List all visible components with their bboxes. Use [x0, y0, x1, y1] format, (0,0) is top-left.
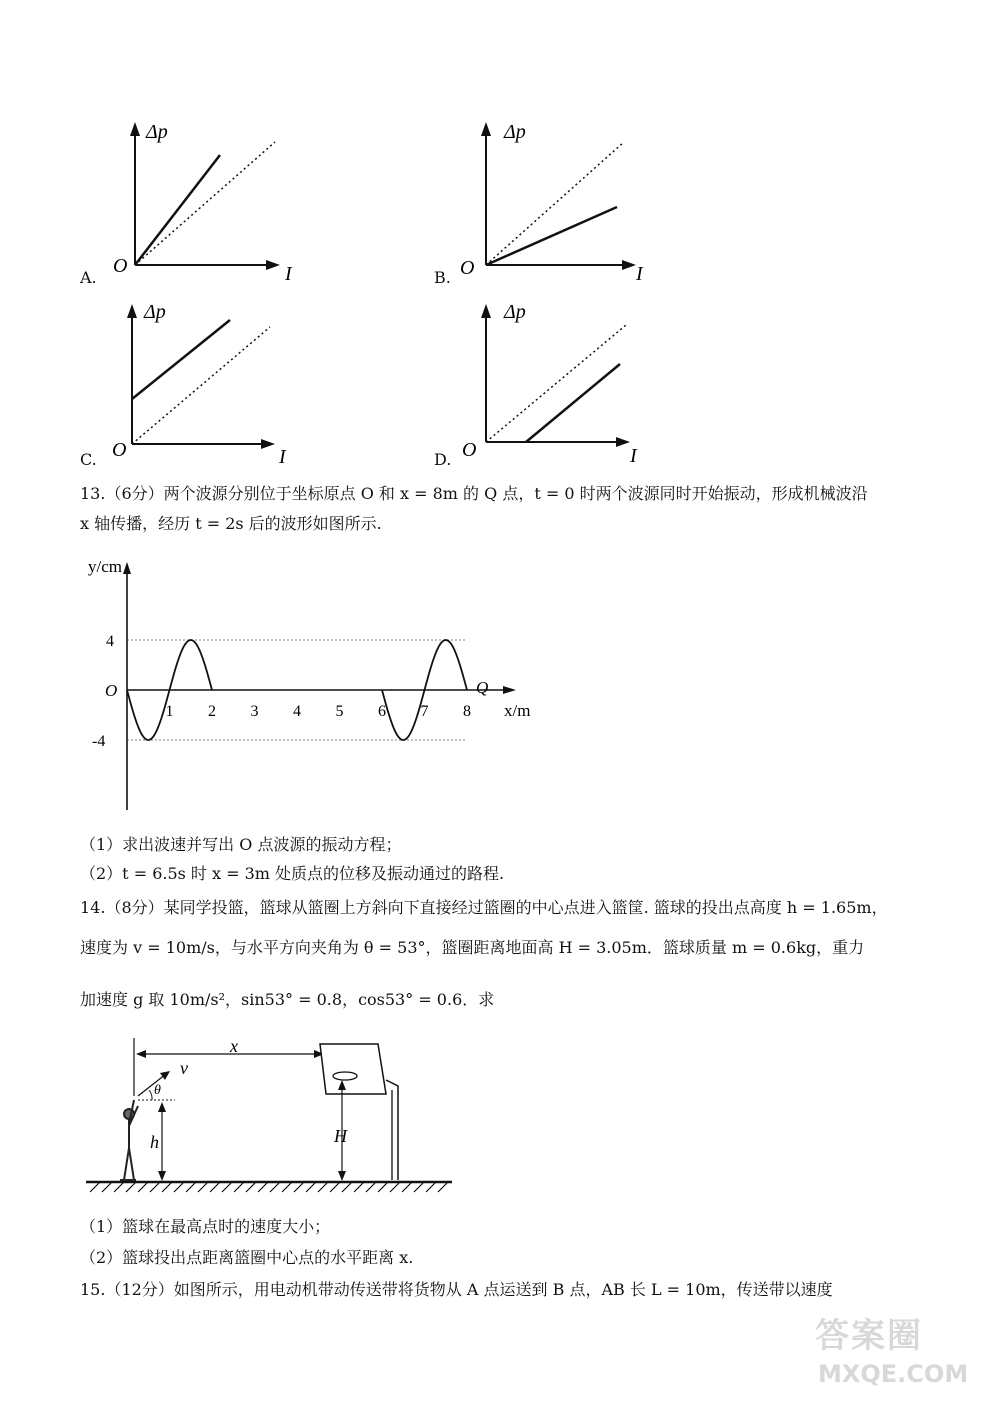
- option-label: B.: [434, 268, 451, 287]
- graph-b: [434, 110, 664, 290]
- player-figure: [120, 1100, 138, 1180]
- option-label: D.: [434, 450, 452, 469]
- q14-line3: 加速度 g 取 10m/s²，sin53° = 0.8，cos53° = 0.6．求: [80, 990, 495, 1009]
- x-tick-label: 1: [165, 703, 174, 720]
- x-axis-label: I: [279, 446, 286, 468]
- origin-label: O: [460, 257, 475, 279]
- q15-line1: 15.（12分）如图所示，用电动机带动传送带将货物从 A 点运送到 B 点，AB 长 L = 10m，传送带以速度: [80, 1280, 833, 1299]
- graph-a: [80, 110, 310, 290]
- v-label: v: [180, 1058, 188, 1078]
- h-label: h: [150, 1132, 159, 1152]
- q14-line1: 14.（8分）某同学投篮，篮球从篮圈上方斜向下直接经过篮圈的中心点进入篮筐. 篮球的投出点高度 h = 1.65m，: [80, 898, 888, 917]
- graph-d: [434, 292, 664, 472]
- x-axis-label: I: [630, 445, 637, 467]
- q-point-label: Q: [476, 678, 489, 697]
- x-axis-label: I: [636, 263, 643, 285]
- y-axis-label: Δp: [144, 301, 166, 323]
- origin-label: O: [112, 439, 127, 461]
- wave-chart: [80, 552, 560, 814]
- watermark-logo-text: 答案圈: [815, 1316, 923, 1356]
- q14-sub1: （1）篮球在最高点时的速度大小；: [80, 1217, 331, 1236]
- x-tick-label: 4: [293, 703, 301, 720]
- option-label: A.: [80, 268, 97, 287]
- H-label: H: [334, 1126, 347, 1146]
- theta-label: θ: [154, 1083, 161, 1098]
- y-axis-label: Δp: [504, 301, 526, 323]
- q14-line2: 速度为 v = 10m/s，与水平方向夹角为 θ = 53°，篮圈距离地面高 H = 3.05m．篮球质量 m = 0.6kg，重力: [80, 938, 865, 957]
- watermark-url: MXQE.COM: [818, 1360, 969, 1388]
- origin-label: O: [105, 681, 118, 700]
- dotted-line: [486, 325, 626, 442]
- solid-line: [132, 320, 230, 399]
- origin-label: O: [113, 255, 128, 277]
- graph-c: [80, 292, 310, 472]
- y-tick-label: 4: [106, 633, 114, 650]
- dotted-line: [486, 142, 624, 265]
- origin-label: O: [462, 439, 477, 461]
- option-a: [80, 110, 310, 290]
- solid-line: [486, 207, 617, 265]
- basketball-diagram: [80, 1030, 460, 1200]
- basketball-figure: [80, 1030, 460, 1200]
- option-label: C.: [80, 450, 97, 469]
- q14-sub2: （2）篮球投出点距离篮圈中心点的水平距离 x.: [80, 1248, 414, 1267]
- x-tick-label: 3: [250, 703, 259, 720]
- x-axis-label: I: [285, 263, 292, 285]
- x-tick-label: 6: [378, 703, 386, 720]
- q13-sub1: （1）求出波速并写出 O 点波源的振动方程；: [80, 835, 402, 854]
- y-tick-label: -4: [92, 733, 106, 750]
- option-d: [434, 292, 664, 472]
- dotted-line: [135, 142, 275, 265]
- x-label: x: [230, 1036, 238, 1056]
- solid-line: [135, 155, 220, 265]
- y-axis-label: y/cm: [88, 557, 122, 576]
- x-axis-label: x/m: [504, 701, 531, 720]
- q13-line1: 13.（6分）两个波源分别位于坐标原点 O 和 x = 8m 的 Q 点，t = 0 时两个波源同时开始振动，形成机械波沿: [80, 484, 868, 503]
- q13-line2: x 轴传播，经历 t = 2s 后的波形如图所示.: [80, 514, 382, 533]
- x-tick-label: 7: [420, 703, 429, 720]
- wave-chart-svg: [80, 552, 560, 814]
- y-axis-label: Δp: [504, 121, 526, 143]
- option-b: [434, 110, 664, 290]
- x-tick-label: 2: [208, 703, 216, 720]
- solid-line: [526, 364, 620, 442]
- y-axis-label: Δp: [146, 121, 168, 143]
- x-tick-label: 5: [335, 703, 344, 720]
- q13-sub2: （2）t = 6.5s 时 x = 3m 处质点的位移及振动通过的路程.: [80, 864, 505, 883]
- option-c: [80, 292, 310, 472]
- x-tick-label: 8: [463, 703, 471, 720]
- backboard: [320, 1044, 386, 1094]
- ground-hatching: [90, 1182, 448, 1192]
